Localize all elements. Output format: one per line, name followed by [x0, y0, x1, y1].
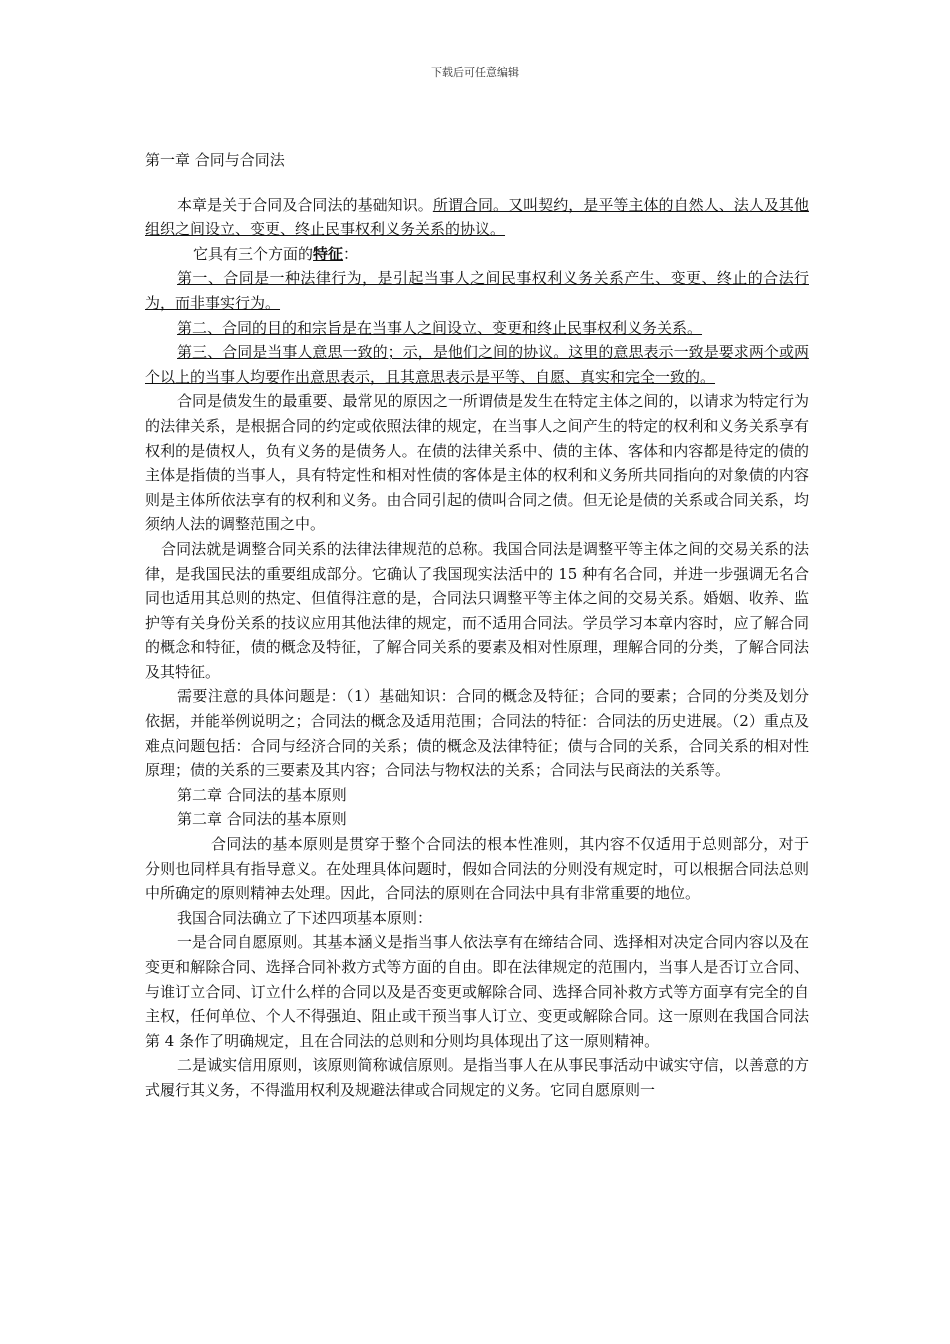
features-colon: ： — [343, 244, 359, 263]
features-word: 特征 — [313, 244, 344, 263]
paragraph-issues: 需要注意的具体问题是：（1）基础知识：合同的概念及特征；合同的要素；合同的分类及划分依据，并能举例说明之；合同法的概念及适用范围；合同法的特征：合同法的历史进展。（2）重点及难点问题包括：合同与经济合同的关系；债的概念及法律特征；债与合同的关系，合同关系的相对性原理；债的关系的三要素及其内容；合同法与物权法的关系；合同法与民商法的关系等。 — [145, 687, 809, 780]
features-lead: 它具有三个方面的 — [193, 244, 314, 263]
feature-2: 第二、合同的目的和宗旨是在当事人之间设立、变更和终止民事权利义务关系。 — [177, 318, 703, 337]
chapter-2-title: 第二章 合同法的基本原则 — [177, 785, 347, 804]
paragraph-debt: 合同是债发生的最重要、最常见的原因之一所谓债是发生在特定主体之间的，以请求为特定行为的法律关系，是根据合同的约定或依照法律的规定，在当事人之间产生的特定的权利和义务关系享有权利的是债权人，负有义务的是债务人。在债的法律关系中、债的主体、客体和内容都是待定的债的主体是指债的当事人，具有特定性和相对性债的客体是主体的权利和义务所共同指向的对象债的内容则是主体所依法享有的权利和义务。由合同引起的债叫合同之债。但无论是债的关系或合同关系，均须纳人法的调整范围之中。 — [145, 392, 809, 534]
paragraph-good-faith: 二是诚实信用原则，该原则简称诚信原则。是指当事人在从事民事活动中诚实守信，以善意的方式履行其义务，不得滥用权利及规避法律或合同规定的义务。它同自愿原则一 — [145, 1056, 809, 1099]
chapter-2-title-repeat: 第二章 合同法的基本原则 — [177, 810, 347, 829]
document-body — [145, 148, 809, 1103]
paragraph-four-principles: 我国合同法确立了下述四项基本原则： — [177, 908, 433, 927]
feature-3: 第三、合同是当事人意思一致的；示，是他们之间的协议。这里的意思表示一致是要求两个或两个以上的当事人均要作出意思表示，且其意思表示是平等、自愿、真实和完全一致的。 — [145, 343, 809, 386]
chapter-1-title: 第一章 合同与合同法 — [145, 151, 285, 169]
paragraph-contract-law: 合同法就是调整合同关系的法律法律规范的总称。我国合同法是调整平等主体之间的交易关系的法律，是我国民法的重要组成部分。它确认了我国现实法活中的 15 种有名合同，并进一步强调无名合同也适用其总则的热定、但值得注意的是，合同法只调整平等主体之间的交易关系。婚姻、收养、监护等有关身份关系的技议应用其他法律的规定，而不适用合同法。学员学习本章内容时，应了解合同的概念和特征，债的概念及特征，了解合同关系的要素及相对性原理，理解合同的分类，了解合同法及其特征。 — [145, 539, 809, 681]
contract-definition: 所谓合同。又叫契约，是平等主体的自然人、法人及其他组织之间设立、变更、终止民事权利义务关系的协议。 — [145, 195, 809, 239]
intro-paragraph — [145, 193, 809, 242]
feature-1: 第一、合同是一种法律行为，是引起当事人之间民事权利义务关系产生、变更、终止的合法行为，而非事实行为。 — [145, 269, 809, 312]
paragraph-principles: 合同法的基本原则是贯穿于整个合同法的根本性准则，其内容不仅适用于总则部分，对于分则也同样具有指导意义。在处理具体问题时，假如合同法的分则没有规定时，可以根据合同法总则中所确定的原则精神去处理。因此，合同法的原则在合同法中具有非常重要的地位。 — [145, 835, 809, 903]
features-heading — [145, 242, 809, 267]
intro-lead: 本章是关于合同及合同法的基础知识。 — [177, 195, 433, 214]
paragraph-voluntary: 一是合同自愿原则。其基本涵义是指当事人依法享有在缔结合同、选择相对决定合同内容以及在变更和解除合同、选择合同补救方式等方面的自由。即在法律规定的范围内，当事人是否订立合同、与谁订立合同、订立什么样的合同以及是否变更或解除合同、选择合同补救方式等方面享有完全的自主权，任何单位、个人不得强迫、阻止或干预当事人订立、变更或解除合同。这一原则在我国合同法第 4 条作了明确规定，且在合同法的总则和分则均具体现出了这一原则精神。 — [145, 933, 809, 1050]
page-header-note: 下载后可任意编辑 — [431, 66, 519, 79]
